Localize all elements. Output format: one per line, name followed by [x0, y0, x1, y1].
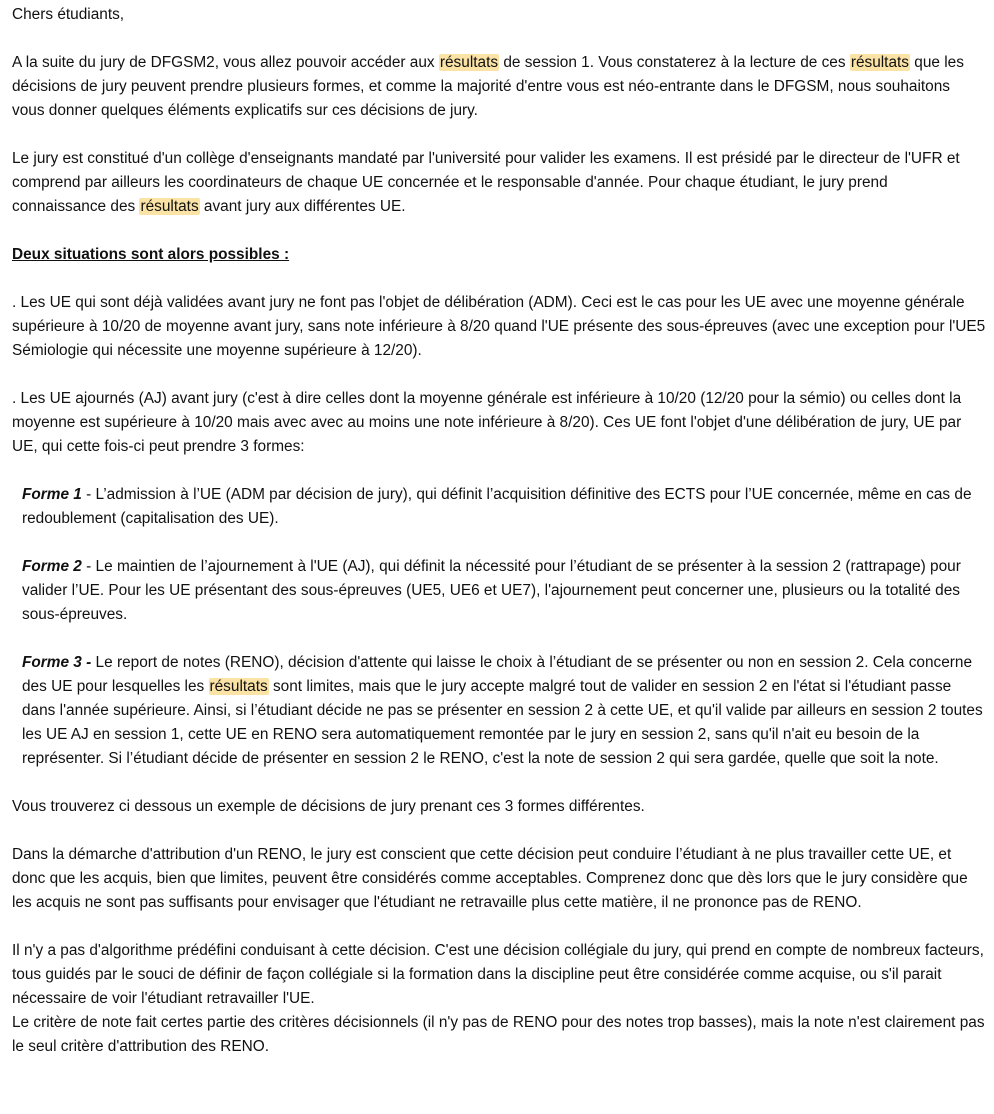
section-heading-text: Deux situations sont alors possibles : — [12, 246, 290, 263]
section-heading — [12, 243, 986, 267]
paragraph — [12, 291, 986, 363]
paragraph — [12, 147, 986, 219]
search-highlight: résultats — [850, 54, 909, 71]
text-segment: Il n'y a pas d'algorithme prédéfini conduisant à cette décision. C'est une décision collégiale du jury, qui prend en compte de nombreux facteurs, tous guidés par le souci de définir de façon collégiale si la formation dans la discipline peut être considérée comme acquise, ou s'il parait nécessaire de voir l'étudiant retravailler l'UE. — [12, 942, 984, 1007]
forme-label: Forme 3 - — [22, 654, 92, 671]
text-segment: Le report de notes (RENO), décision d'attente qui laisse le choix à l’étudiant de se présenter ou non en session 2. Cela concerne des UE pour lesquelles les — [22, 654, 973, 695]
text-segment: Le critère de note fait certes partie des critères décisionnels (il n'y pas de RENO pour des notes trop basses), mais la note n'est clairement pas le seul critère d'attribution des RENO. — [12, 1014, 985, 1055]
forme-label: Forme 2 — [22, 558, 82, 575]
greeting: Chers étudiants, — [12, 6, 125, 23]
forme-paragraph — [12, 483, 986, 531]
search-highlight: résultats — [209, 678, 268, 695]
text-segment: de session 1. Vous constaterez à la lecture de ces — [499, 54, 850, 71]
paragraph — [12, 843, 986, 915]
search-highlight: résultats — [439, 54, 499, 71]
paragraph — [12, 1011, 986, 1059]
paragraph — [12, 939, 986, 1011]
search-highlight: résultats — [140, 198, 199, 215]
text-segment: Le jury est constitué d'un collège d'enseignants mandaté par l'université pour valider les examens. Il est présidé par le directeur de l'UFR et comprend par ailleurs les coordinateurs de chaque UE concernée et le responsable d'année. Pour chaque étudiant, le jury prend connaissance des — [12, 150, 960, 215]
forme-paragraph — [12, 555, 986, 627]
text-segment: . Les UE qui sont déjà validées avant jury ne font pas l'objet de délibération (ADM). Ceci est le cas pour les UE avec une moyenne générale supérieure à 10/20 de moyenne avant jury, sans note inférieure à 8/20 quand l'UE présente des sous-épreuves (avec une exception pour l'UE5 Sémiologie qui nécessite une moyenne supérieure à 12/20). — [12, 294, 986, 359]
paragraph-list — [12, 51, 986, 1059]
text-segment: - Le maintien de l’ajournement à l'UE (AJ), qui définit la nécessité pour l’étudiant de se présenter à la session 2 (rattrapage) pour valider l’UE. Pour les UE présentant des sous-épreuves (UE5, UE6 et UE7), l'ajournement peut concerner une, plusieurs ou la totalité des sous-épreuves. — [22, 558, 961, 623]
forme-paragraph — [12, 651, 986, 771]
text-segment: avant jury aux différentes UE. — [199, 198, 406, 215]
text-segment: Dans la démarche d'attribution d'un RENO, le jury est conscient que cette décision peut conduire l’étudiant à ne plus travailler cette UE, et donc que les acquis, bien que limites, peuvent être considérés comme acceptables. Comprenez donc que dès lors que le jury considère que les acquis ne sont pas suffisants pour envisager que l'étudiant ne retravaille plus cette matière, il ne prononce pas de RENO. — [12, 846, 968, 911]
paragraph — [12, 51, 986, 123]
text-segment: que les décisions de jury peuvent prendre plusieurs formes, et comme la majorité d'entre vous est néo-entrante dans le DFGSM, nous souhaitons vous donner quelques éléments explicatifs sur ces décisions de jury. — [12, 54, 964, 119]
text-segment: - L’admission à l’UE (ADM par décision de jury), qui définit l’acquisition définitive des ECTS pour l’UE concernée, même en cas de redoublement (capitalisation des UE). — [22, 486, 972, 527]
paragraph — [12, 387, 986, 459]
text-segment: Vous trouverez ci dessous un exemple de décisions de jury prenant ces 3 formes différentes. — [12, 798, 645, 815]
paragraph — [12, 795, 986, 819]
text-segment: sont limites, mais que le jury accepte malgré tout de valider en session 2 en l'état si l'étudiant passe dans l'année supérieure. Ainsi, si l’étudiant décide ne pas se présenter en session 2 à cette UE, et qu'il valide par ailleurs en session 2 toutes les UE AJ en session 1, cette UE en RENO sera automatiquement remontée par le jury en session 2, sans qu'il n'ait eu besoin de la représenter. Si l’étudiant décide de présenter en session 2 le RENO, c'est la note de session 2 qui sera gardée, quelle que soit la note. — [22, 678, 983, 767]
text-segment: A la suite du jury de DFGSM2, vous allez pouvoir accéder aux — [12, 54, 439, 71]
text-segment: . Les UE ajournés (AJ) avant jury (c'est à dire celles dont la moyenne générale est inférieure à 10/20 (12/20 pour la sémio) ou celles dont la moyenne est supérieure à 10/20 mais avec avec au moins une note inférieure à 8/20). Ces UE font l'objet d'une délibération de jury, UE par UE, qui cette fois-ci peut prendre 3 formes: — [12, 390, 962, 455]
forme-label: Forme 1 — [22, 486, 82, 503]
